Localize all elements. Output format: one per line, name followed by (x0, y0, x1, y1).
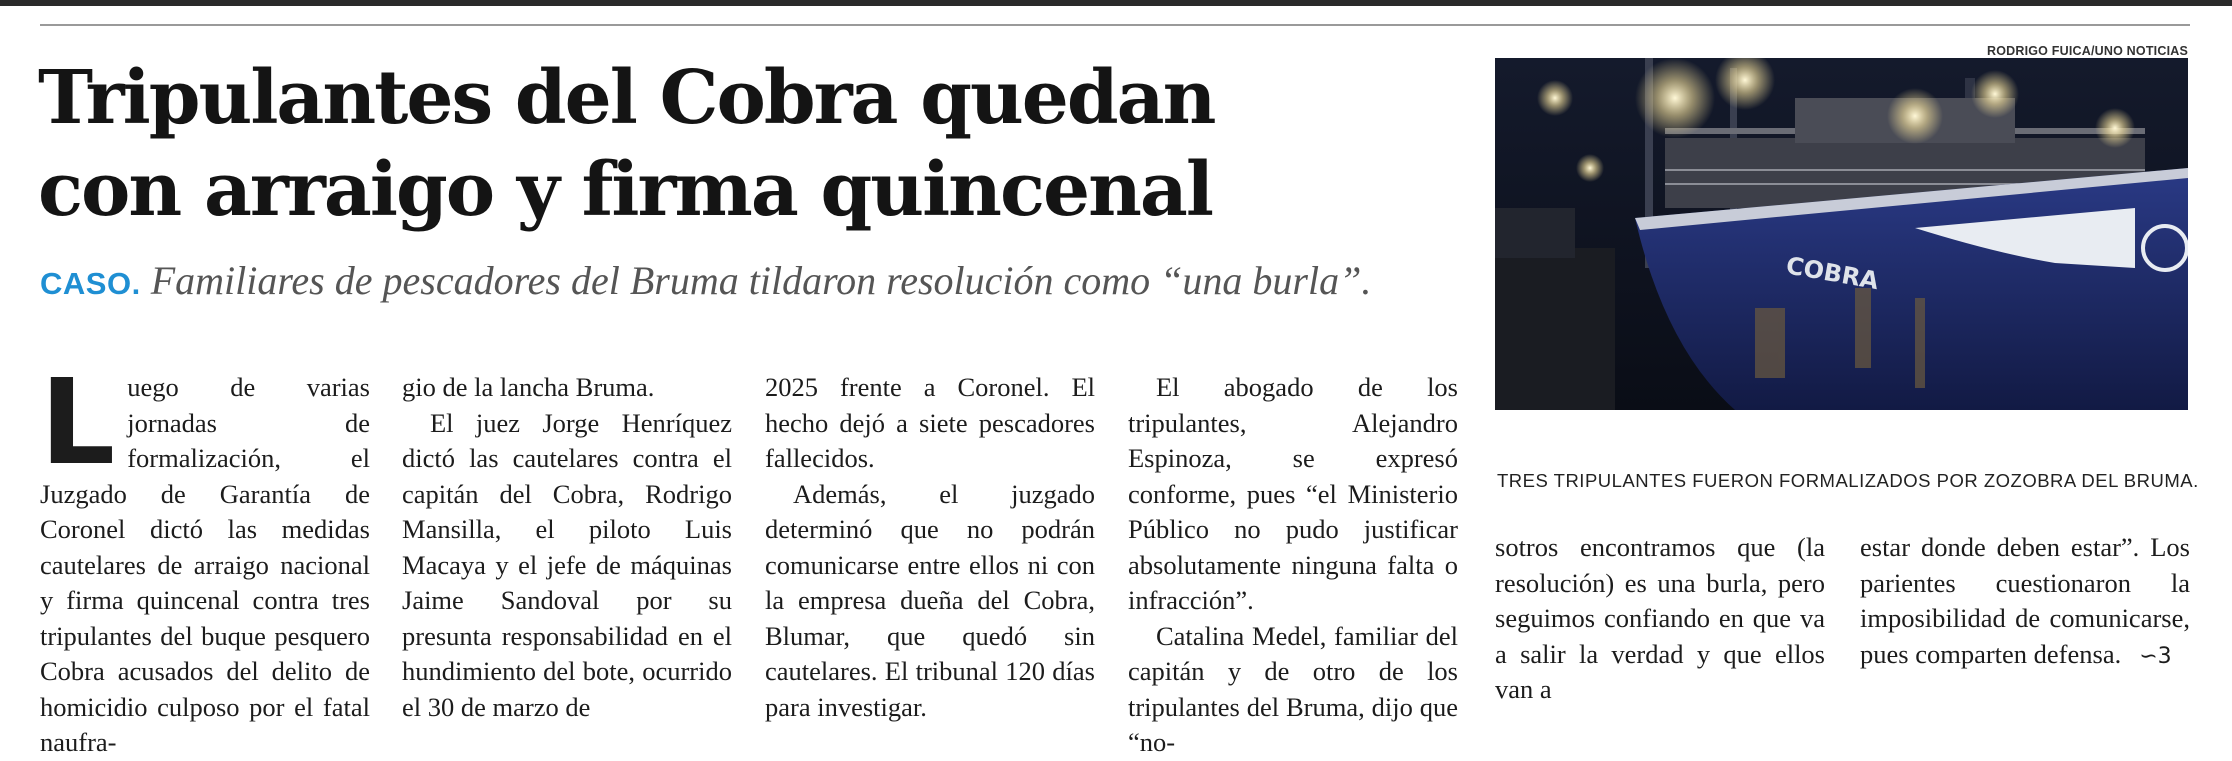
hull-name-text: COBRA (1783, 251, 1881, 296)
paragraph (40, 353, 370, 761)
headline (38, 52, 1458, 236)
top-border-strip (0, 0, 2232, 6)
paragraph: 2025 frente a Coronel. El hecho dejó a siete pescadores fallecidos. (765, 372, 1095, 473)
paragraph: sotros encontramos que (la resolución) es una burla, pero seguimos confiando en que va a salir la verdad y que ellos van a (1495, 532, 1825, 704)
section-divider (40, 24, 2190, 26)
paragraph: El abogado de los tripulantes, Alejandro Espinoza, se expresó conforme, pues “el Ministerio Público no pudo justificar absolutamente ninguna falta o infracción”. (1128, 372, 1458, 615)
paragraph: Además, el juzgado determinó que no podrán comunicarse entre ellos ni con la empresa dueña del Cobra, Blumar, que quedó sin cautelares. El tribunal 120 días para investigar. (765, 478, 1095, 722)
headline-line-2: con arraigo y firma quincenal (38, 147, 1212, 233)
body-column-5 (1495, 530, 1825, 708)
paragraph (1860, 530, 2190, 674)
body-column-2 (402, 370, 732, 725)
paragraph-text: estar donde deben estar”. Los parientes cuestionaron la imposibilidad de comunicarse, pues comparten defensa. (1860, 532, 2190, 669)
body-column-3 (765, 370, 1095, 725)
deck-subtitle (40, 256, 1480, 309)
photo-credit: RODRIGO FUICA/UNO NOTICIAS (1986, 44, 2188, 58)
paragraph: El juez Jorge Henríquez dictó las cautelares contra el capitán del Cobra, Rodrigo Mansilla, el piloto Luis Macaya y el jefe de máquinas Jaime Sandoval por su presunta responsabilidad en el hundimiento del bote, ocurrido el 30 de marzo de (402, 407, 732, 722)
ship-night-illustration (1495, 58, 2188, 410)
paragraph: gio de la lancha Bruma. (402, 372, 655, 402)
deck-text: Familiares de pescadores del Bruma tildaron resolución como “una burla”. (150, 258, 1372, 303)
headline-line-1: Tripulantes del Cobra quedan (38, 55, 1215, 141)
paragraph-text: uego de varias jornadas de formalización, el Juzgado de Garantía de Coronel dictó las medidas cautelares de arraigo nacional y firma quincenal contra tres tripulantes del buque pesquero Cobra acusados del delito de homicidio culposo por el fatal naufra- (40, 372, 370, 757)
paragraph: Catalina Medel, familiar del capitán y de otro de los tripulantes del Bruma, dijo que “no- (1128, 620, 1458, 757)
end-mark-icon: ∽3 (2139, 643, 2172, 669)
photo-caption: TRES TRIPULANTES FUERON FORMALIZADOS POR ZOZOBRA DEL BRUMA. (1497, 470, 2199, 491)
body-column-1 (40, 353, 370, 761)
body-column-4 (1128, 370, 1458, 761)
drop-cap: L (40, 353, 116, 491)
news-photo (1495, 58, 2188, 410)
kicker-label: CASO. (40, 266, 141, 301)
body-column-6 (1860, 530, 2190, 674)
